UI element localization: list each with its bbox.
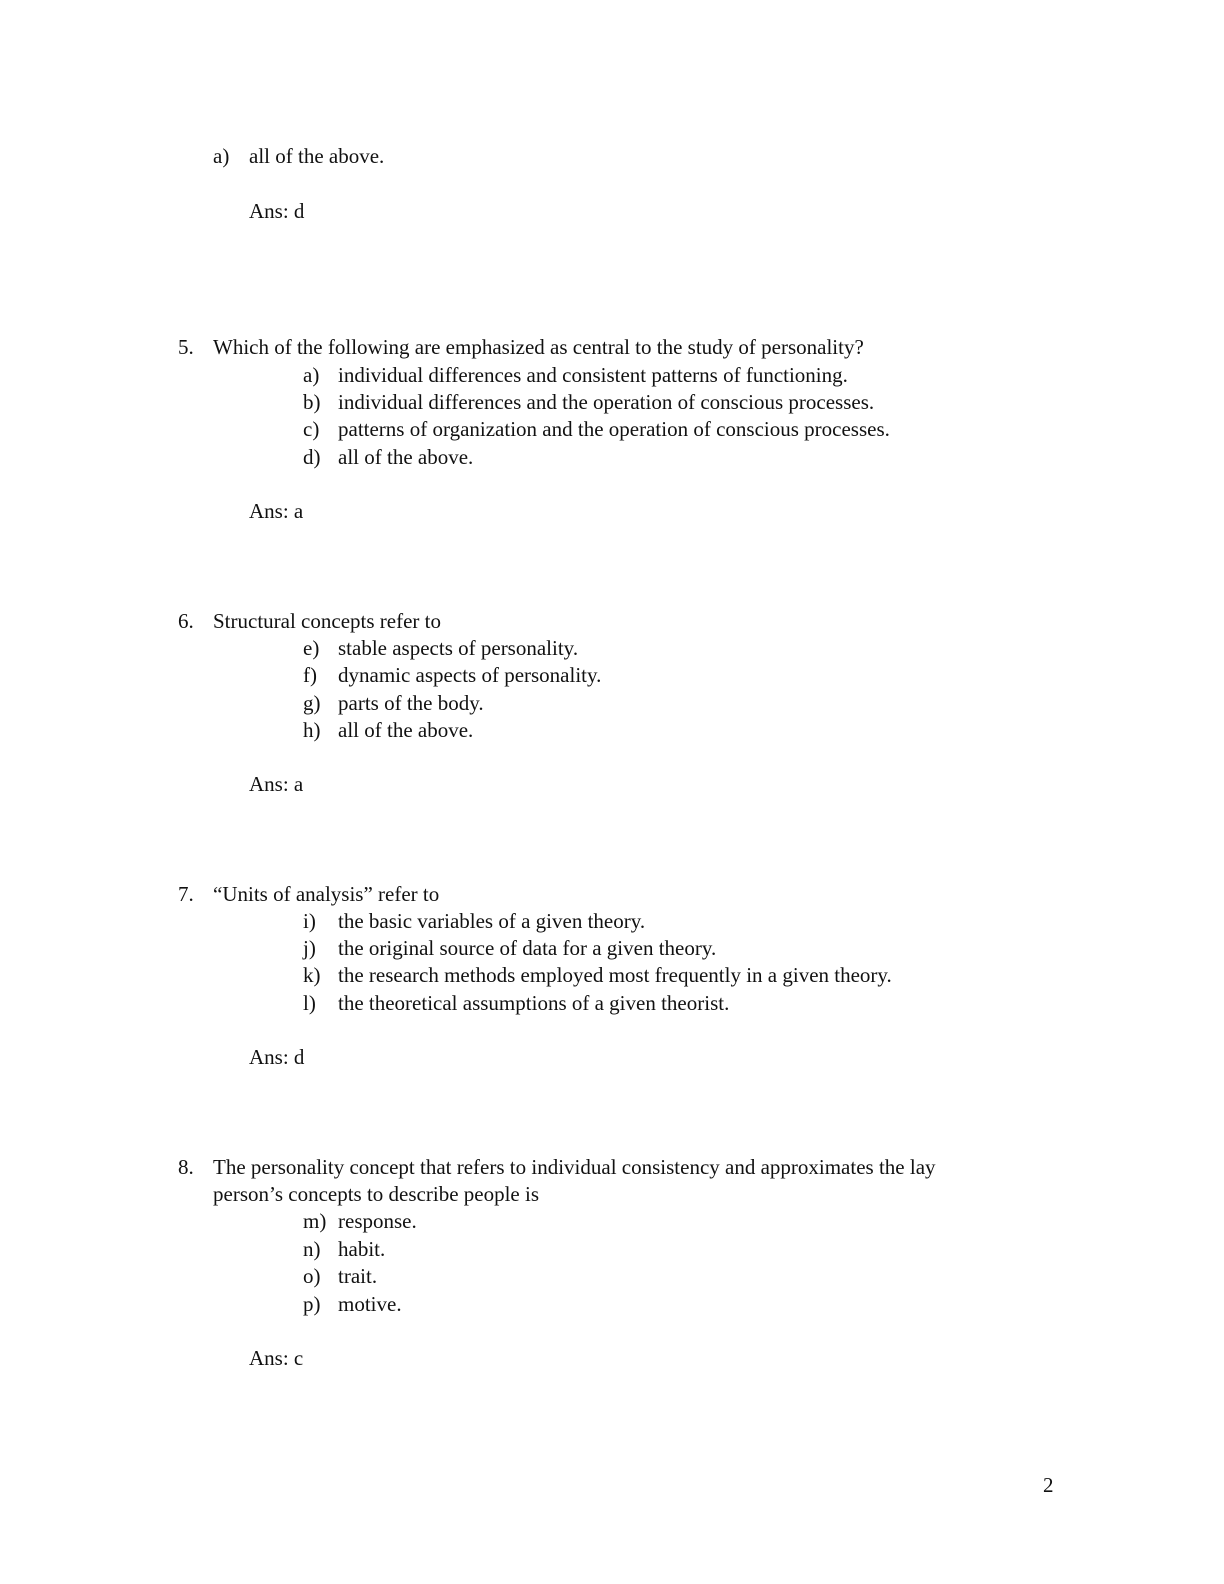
option-text: parts of the body. [338, 691, 484, 715]
option-text: all of the above. [338, 445, 474, 469]
option-text: patterns of organization and the operation of conscious processes. [338, 417, 890, 441]
option-letter: h) [303, 718, 321, 742]
option-text: habit. [338, 1237, 386, 1261]
answer-key: Ans: a [249, 772, 304, 796]
answer-key: Ans: a [249, 499, 304, 523]
option-text: the theoretical assumptions of a given theorist. [338, 991, 730, 1015]
question-stem-continued: person’s concepts to describe people is [213, 1182, 539, 1206]
option-text: all of the above. [338, 718, 474, 742]
option-letter: n) [303, 1237, 321, 1261]
option-letter: c) [303, 417, 320, 441]
option-letter: j) [303, 936, 316, 960]
option-letter: p) [303, 1292, 321, 1316]
option-text: all of the above. [249, 144, 385, 168]
option-letter: o) [303, 1264, 321, 1288]
question-number: 7. [178, 882, 194, 906]
option-letter: d) [303, 445, 321, 469]
option-text: the original source of data for a given theory. [338, 936, 717, 960]
option-letter: g) [303, 691, 321, 715]
option-text: trait. [338, 1264, 378, 1288]
answer-key: Ans: d [249, 199, 305, 223]
option-text: stable aspects of personality. [338, 636, 579, 660]
question-stem: “Units of analysis” refer to [213, 882, 440, 906]
option-letter: f) [303, 663, 317, 687]
option-letter: a) [213, 144, 230, 168]
option-letter: l) [303, 991, 316, 1015]
page-number: 2 [1043, 1473, 1054, 1497]
question-stem: The personality concept that refers to individual consistency and approximates the lay [213, 1155, 936, 1179]
answer-key: Ans: c [249, 1346, 304, 1370]
option-text: dynamic aspects of personality. [338, 663, 602, 687]
question-stem: Structural concepts refer to [213, 609, 441, 633]
option-text: individual differences and the operation of conscious processes. [338, 390, 875, 414]
answer-key: Ans: d [249, 1045, 305, 1069]
option-text: individual differences and consistent patterns of functioning. [338, 363, 848, 387]
question-stem: Which of the following are emphasized as central to the study of personality? [213, 335, 864, 359]
question-number: 6. [178, 609, 194, 633]
option-letter: k) [303, 963, 321, 987]
option-letter: i) [303, 909, 316, 933]
option-letter: a) [303, 363, 320, 387]
option-letter: m) [303, 1209, 327, 1233]
option-text: the basic variables of a given theory. [338, 909, 646, 933]
option-text: the research methods employed most frequently in a given theory. [338, 963, 892, 987]
question-number: 5. [178, 335, 194, 359]
option-letter: e) [303, 636, 320, 660]
question-number: 8. [178, 1155, 194, 1179]
option-text: motive. [338, 1292, 402, 1316]
option-text: response. [338, 1209, 417, 1233]
option-letter: b) [303, 390, 321, 414]
